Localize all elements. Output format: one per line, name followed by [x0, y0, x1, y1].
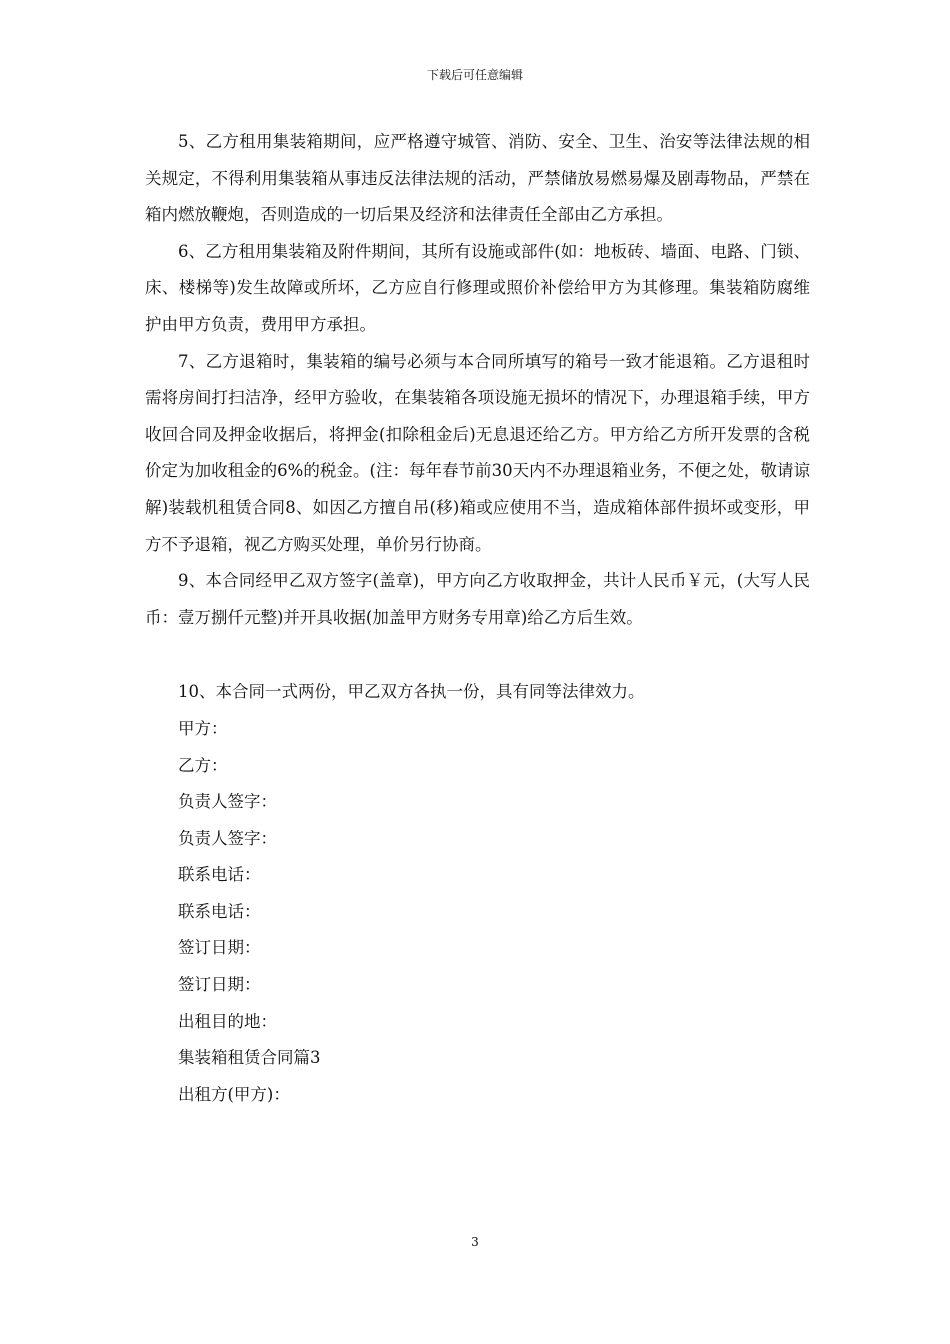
page-header: 下载后可任意编辑	[426, 68, 523, 82]
lessor-label: 出租方(甲方)：	[178, 1084, 290, 1104]
clause-7-8: 7、乙方退箱时，集装箱的编号必须与本合同所填写的箱号一致才能退箱。乙方退租时需将房间打扫洁净，经甲方验收，在集装箱各项设施无损坏的情况下，办理退箱手续，甲方收回合同及押金收据后，将押金(扣除租金后)无息退还给乙方。甲方给乙方所开发票的含税价定为加收租金的6%的税金。(注：每年春节前30天内不办理退箱业务，不便之处，敬请谅解)装载机租赁合同8、如因乙方擅自吊(移)箱或应使用不当，造成箱体部件损坏或变形，甲方不予退箱，视乙方购买处理，单价另行协商。	[145, 351, 810, 554]
page-number: 3	[471, 1235, 479, 1249]
party-b-date-label: 签订日期：	[178, 975, 261, 995]
clause-9: 9、本合同经甲乙双方签字(盖章)，甲方向乙方收取押金，共计人民币￥元，(大写人民币：壹万捌仟元整)并开具收据(加盖甲方财务专用章)给乙方后生效。	[145, 571, 810, 627]
party-b-label: 乙方：	[178, 755, 228, 775]
paragraph-spacer	[145, 636, 810, 674]
party-a-signatory-label: 负责人签字：	[178, 792, 277, 812]
party-b-phone-label: 联系电话：	[178, 901, 261, 921]
clause-5: 5、乙方租用集装箱期间，应严格遵守城管、消防、安全、卫生、治安等法律法规的相关规定，不得利用集装箱从事违反法律法规的活动，严禁储放易燃易爆及剧毒物品，严禁在箱内燃放鞭炮，否则造成的一切后果及经济和法律责任全部由乙方承担。	[145, 132, 810, 225]
rental-destination-label: 出租目的地：	[178, 1011, 277, 1031]
document-body	[145, 124, 810, 1113]
clause-6: 6、乙方租用集装箱及附件期间，其所有设施或部件(如：地板砖、墙面、电路、门锁、床、楼梯等)发生故障或所坏，乙方应自行修理或照价补偿给甲方为其修理。集装箱防腐维护由甲方负责，费用甲方承担。	[145, 241, 810, 334]
section-heading: 集装箱租赁合同篇3	[178, 1048, 321, 1068]
party-a-date-label: 签订日期：	[178, 938, 261, 958]
clause-10: 10、本合同一式两份，甲乙双方各执一份，具有同等法律效力。	[178, 682, 645, 702]
party-b-signatory-label: 负责人签字：	[178, 828, 277, 848]
party-a-label: 甲方：	[178, 718, 228, 738]
party-a-phone-label: 联系电话：	[178, 865, 261, 885]
